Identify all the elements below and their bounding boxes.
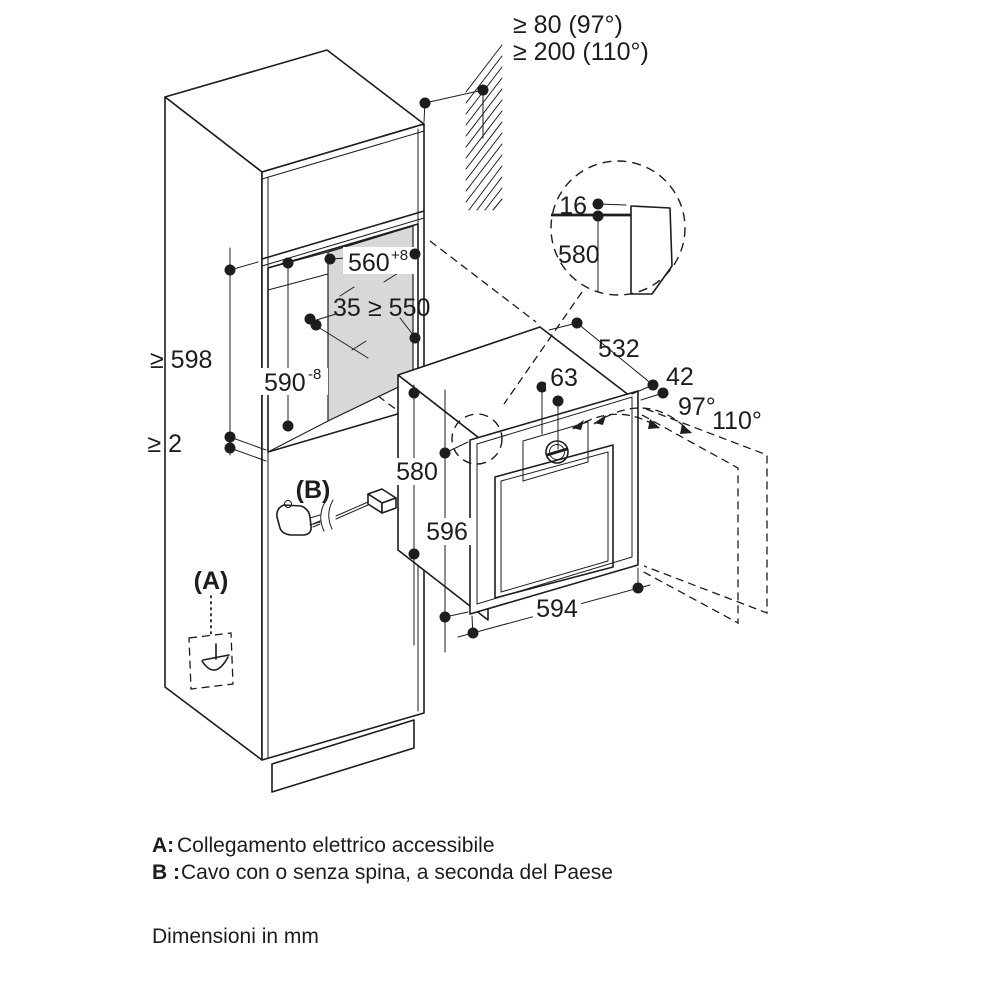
dim-niche-width-tol: +8 <box>391 247 409 264</box>
dim-niche-depth: ≥ 550 <box>368 294 431 322</box>
dim-oven-width: 594 <box>536 595 578 623</box>
dim-body-height: 580 <box>396 458 438 486</box>
dim-532-dot-left <box>572 318 583 329</box>
dim-596-dot-top <box>440 448 451 459</box>
dim-594-dot-right <box>633 583 644 594</box>
legend <box>152 834 613 948</box>
dim-550-dot <box>410 333 421 344</box>
dim-front-height: 596 <box>426 518 468 546</box>
projection-line-top <box>430 241 536 322</box>
open-door-110-outline <box>644 409 767 613</box>
cabinet-left-face <box>165 97 262 760</box>
dim-niche-width: 560 <box>348 249 390 277</box>
dim-panel-offset: 63 <box>550 364 578 392</box>
legend-text-b: Cavo con o senza spina, a seconda del Paese <box>181 861 613 884</box>
detail-dot-top <box>593 199 604 210</box>
legend-text-a: Collegamento elettrico accessibile <box>177 834 495 857</box>
clearance-label-110: ≥ 200 (110°) <box>513 38 649 66</box>
dim-niche-height: 590 <box>264 369 306 397</box>
dim-bottom-gap: ≥ 2 <box>147 430 182 458</box>
dim-580-dot-top <box>409 388 420 399</box>
dim-niche-recess: 35 <box>333 294 361 322</box>
wall-dim-dot-right <box>478 85 489 96</box>
callout-a-label: (A) <box>193 567 229 595</box>
callout-b-label: (B) <box>295 476 331 504</box>
dim-63-dot-1 <box>537 382 548 393</box>
wall-hatch-icon <box>466 45 502 210</box>
dim-column-height: ≥ 598 <box>150 346 213 374</box>
units-note: Dimensioni in mm <box>152 925 319 948</box>
dim-niche-height-tol: -8 <box>308 366 322 383</box>
dim-598-dot-top <box>225 265 236 276</box>
wall-section <box>420 11 649 210</box>
detail-height-label: 580 <box>558 241 600 269</box>
dim-580-dot-bottom <box>409 549 420 560</box>
angle-97-label: 97° <box>678 393 716 421</box>
dim-590-dot-bottom <box>283 421 294 432</box>
dim-door-gap: 42 <box>666 363 694 391</box>
dim-2-dot <box>225 443 236 454</box>
dim-594-dot-left <box>468 628 479 639</box>
dim-oven-depth: 532 <box>598 335 640 363</box>
angle-110-label: 110° <box>712 407 762 435</box>
swing-arrow-4 <box>680 424 692 434</box>
dim-35-dot-2 <box>311 320 322 331</box>
dim-590-dot-top <box>283 258 294 269</box>
legend-key-b: B : <box>152 861 180 884</box>
detail-oven-profile <box>631 206 672 294</box>
wall-dim-dot-left <box>420 98 431 109</box>
dim-532-dot-right <box>648 380 659 391</box>
dim-63-dot-2 <box>553 396 564 407</box>
wall-dim-line <box>425 90 483 103</box>
dim-596-dot-bottom <box>440 612 451 623</box>
legend-key-a: A: <box>152 834 175 857</box>
detail-dot-bottom <box>593 211 604 222</box>
dim-560-dot-left <box>325 254 336 265</box>
clearance-label-97: ≥ 80 (97°) <box>513 11 623 39</box>
open-door-97-outline <box>640 415 738 623</box>
detail-offset-label: 16 <box>559 192 587 220</box>
dim-560-dot-right <box>410 249 421 260</box>
cabinet <box>165 50 424 792</box>
